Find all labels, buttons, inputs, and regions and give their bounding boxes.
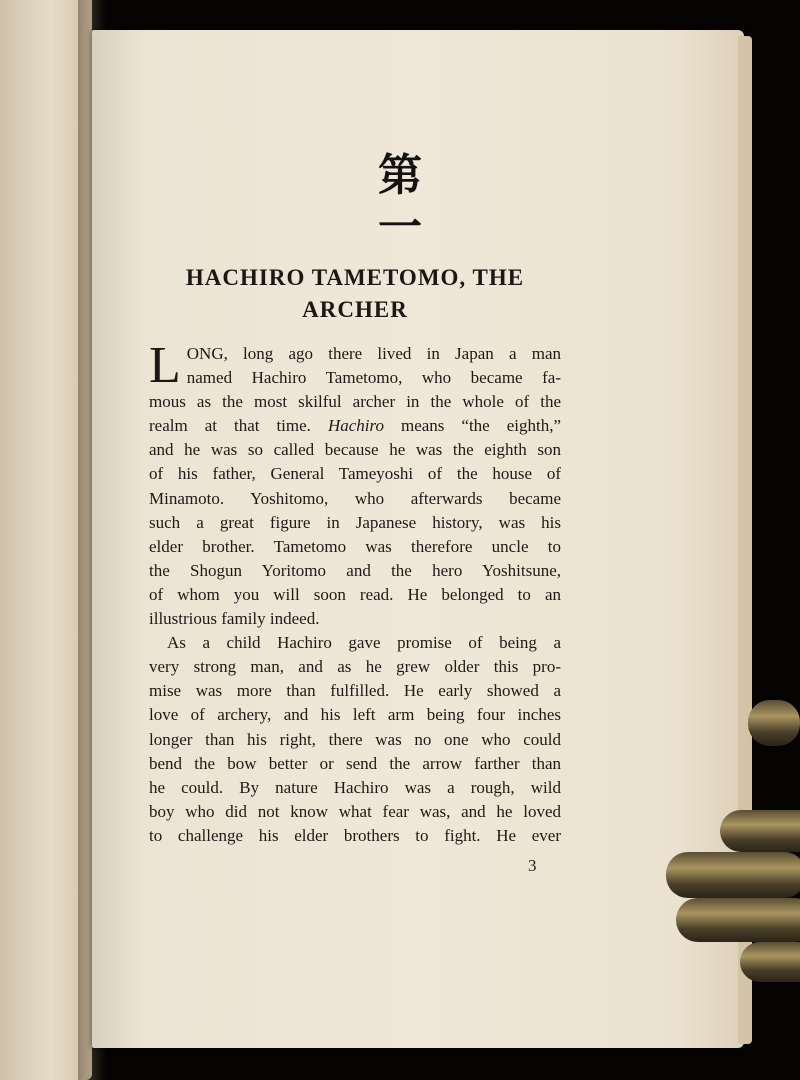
brass-book-holder bbox=[720, 810, 800, 852]
chapter-heading-char-2: 一 bbox=[378, 202, 422, 253]
paragraph-1-line: such a great figure in Japanese history, was his bbox=[149, 512, 561, 532]
chapter-title-line-2: ARCHER bbox=[302, 297, 408, 322]
paragraph-2-line: to challenge his elder brothers to fight. He ever bbox=[149, 825, 561, 845]
page-number: 3 bbox=[528, 856, 537, 875]
chapter-body bbox=[149, 337, 561, 848]
paragraph-2-line: love of archery, and his left arm being four inches bbox=[149, 705, 561, 725]
paragraph-2-line: bend the bow better or send the arrow farther than bbox=[149, 753, 561, 773]
paragraph-1-line: ONG, long ago there lived in Japan a man bbox=[186, 344, 561, 363]
paragraph-1-line: of his father, General Tameyoshi of the house of bbox=[149, 464, 561, 484]
brass-book-holder bbox=[676, 898, 800, 942]
brass-book-holder bbox=[740, 942, 800, 982]
paragraph-1-line: realm at that time. Hachiro means “the eighth,” bbox=[149, 416, 561, 436]
paragraph-1-line: named Hachiro Tametomo, who became fa- bbox=[186, 368, 561, 388]
paragraph-2-line: boy who did not know what fear was, and he loved bbox=[149, 801, 561, 821]
paragraph-2-line: mise was more than fulfilled. He early showed a bbox=[149, 681, 561, 701]
paragraph-1-line: Minamoto. Yoshitomo, who afterwards became bbox=[149, 488, 561, 508]
paragraph-1-line: elder brother. Tametomo was therefore uncle to bbox=[149, 536, 561, 556]
paragraph-2-line: he could. By nature Hachiro was a rough, wild bbox=[149, 777, 561, 797]
paragraph-1-line: the Shogun Yoritomo and the hero Yoshitsune, bbox=[149, 560, 561, 580]
paragraph-1-line: mous as the most skilful archer in the whole of the bbox=[149, 392, 561, 412]
brass-book-holder bbox=[748, 700, 800, 746]
paragraph-2-line: longer than his right, there was no one who could bbox=[149, 729, 561, 749]
paragraph-2-line: very strong man, and as he grew older this pro- bbox=[149, 657, 561, 677]
chapter-title bbox=[150, 262, 560, 326]
paragraph-1-line: illustrious family indeed. bbox=[149, 609, 320, 629]
paragraph-1-line: of whom you will soon read. He belonged to an bbox=[149, 584, 561, 604]
paragraph-1-line: and he was so called because he was the eighth son bbox=[149, 440, 561, 460]
chapter-title-line-1: HACHIRO TAMETOMO, THE bbox=[185, 265, 525, 290]
drop-cap: L bbox=[149, 337, 181, 394]
chapter-heading-char-1: 第 bbox=[378, 150, 422, 201]
brass-book-holder bbox=[666, 852, 800, 898]
paragraph-2-line: As a child Hachiro gave promise of being a bbox=[167, 633, 561, 653]
